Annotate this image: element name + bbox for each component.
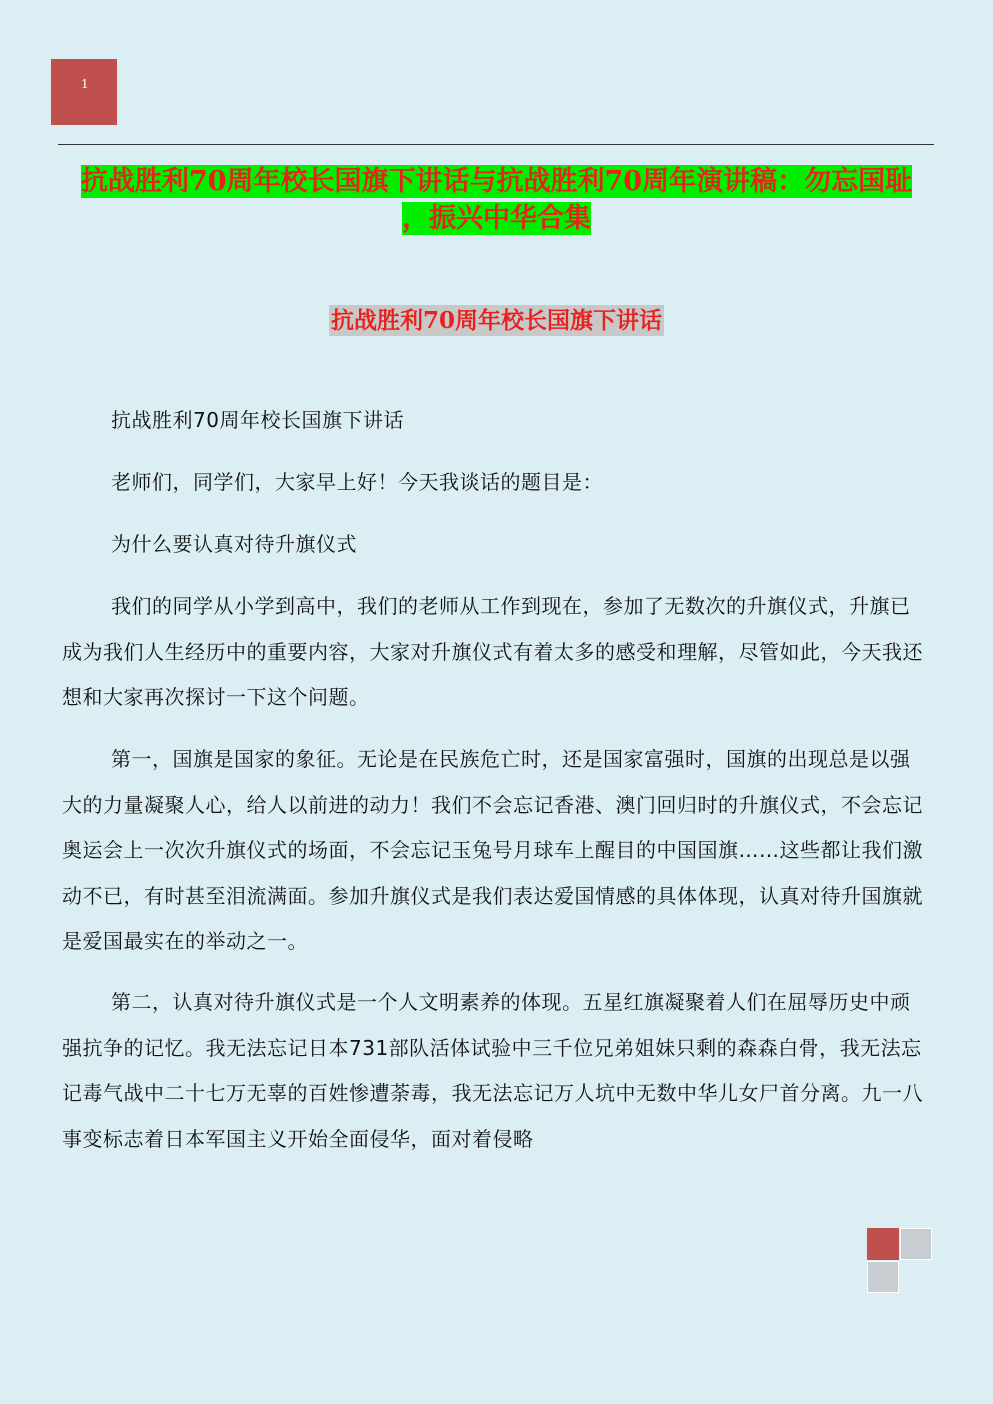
section-heading [0,304,993,338]
paragraph-5 [62,737,926,965]
header-divider [58,144,934,145]
paragraph-text: 第一，国旗是国家的象征。无论是在民族危亡时，还是国家富强时，国旗的出现总是以强大的力量凝聚人心，给人以前进的动力！我们不会忘记香港、澳门回归时的升旗仪式，不会忘记奥运会上一次次升旗仪式的场面，不会忘记玉兔号月球车上醒目的中国国旗……这些都让我们激动不已，有时甚至泪流满面。参加升旗仪式是我们表达爱国情感的具体体现，认真对待升国旗就是爱国最实在的举动之一。 [62,747,923,953]
document-title [60,163,933,237]
paragraph-text: 第二，认真对待升旗仪式是一个人文明素养的体现。五星红旗凝聚着人们在屈辱历史中顽强抗争的记忆。我无法忘记日本731部队活体试验中三千位兄弟姐妹只剩的森森白骨，我无法忘记毒气战中二十七万无辜的百姓惨遭荼毒，我无法忘记万人坑中无数中华儿女尸首分离。九一八事变标志着日本军国主义开始全面侵华，面对着侵略 [62,990,923,1151]
page-number: 1 [81,77,89,91]
corner-decoration-gray-square [900,1228,932,1260]
paragraph-text: 为什么要认真对待升旗仪式 [111,532,357,556]
paragraph-2 [62,460,926,506]
corner-decoration-gray-square [867,1261,899,1293]
section-heading-text: 抗战胜利70周年校长国旗下讲话 [330,307,662,334]
paragraph-6 [62,980,926,1162]
corner-decoration-red-square [867,1228,899,1260]
paragraph-4 [62,584,926,721]
page-number-badge [51,59,117,125]
paragraph-text: 老师们，同学们，大家早上好！今天我谈话的题目是： [111,470,603,494]
paragraph-3 [62,522,926,568]
paragraph-text: 我们的同学从小学到高中，我们的老师从工作到现在，参加了无数次的升旗仪式，升旗已成为我们人生经历中的重要内容，大家对升旗仪式有着太多的感受和理解，尽管如此，今天我还想和大家再次探讨一下这个问题。 [62,594,923,709]
paragraph-1 [62,398,926,444]
document-title-line-2: ，振兴中华合集 [402,203,591,234]
paragraph-text: 抗战胜利70周年校长国旗下讲话 [111,408,404,432]
document-title-line-1: 抗战胜利70周年校长国旗下讲话与抗战胜利70周年演讲稿：勿忘国耻 [80,166,913,197]
